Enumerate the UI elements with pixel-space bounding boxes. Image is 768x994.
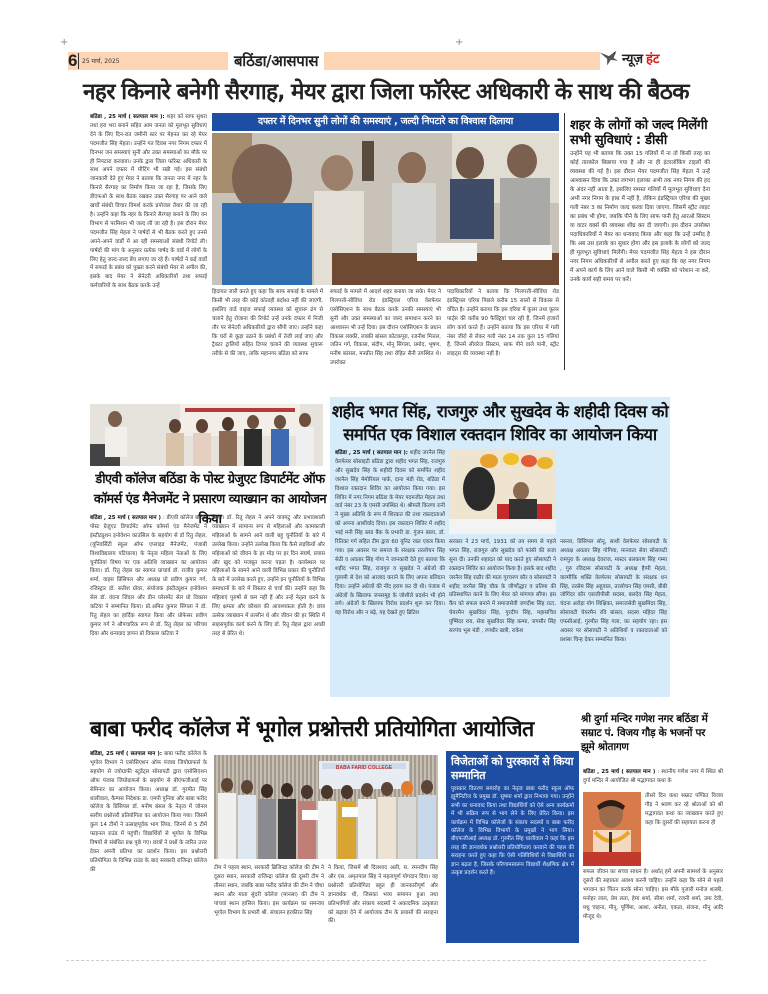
page-number-divider [78,53,79,69]
header-band-right [456,52,600,70]
baba-photo-banner-text: BABA FARID COLLEGE [335,765,393,771]
brand-logo [598,44,660,72]
dc-story-headline: शहर के लोगों को जल्द मिलेंगी सभी सुविधाएं : डीसी [570,118,708,148]
meeting-photo [212,133,559,285]
section-title: बठिंडा/आसपास [228,51,324,71]
dav-event-photo [90,404,323,466]
blood-dateline: बठिंडा , 25 मार्च ( सतपाल मान ): [335,450,408,456]
durga-bottom-text: सफल जीवन का सच्चा साधन है। अर्थात् हमें अपनी सामर्थ्य के अनुसार दूसरों की सहायता अवश्य करनी चाहिए। उन्होंने कहा कि सोने से पहले भगवान का चिंतन करके सोना चाहिए। इस मौके पुजारी मनोज शास्त्री, मनोहर लाल, प्रेम लता, हेमा शर्मा, सीमा शर्मा, रजनी शर्मा, उमा देवी, मधु चाहना, मीनू, पूर्णिमा, आशा, अनीता, एकता, संजना, मीनू आदि मौजूद थे। [583,869,723,920]
blood-column-3: नरूला, प्रिंसिपल सोनू, साथी वेलफेयर सोसायटी के अध्यक्ष अवतार सिंह गोगिया, मानवता सेवा सोसायटी रामपुरा के अध्यक्ष देवराज, मास्टर बलकरण सिंह गम्मा , गुरु रविदास सोसायटी के अध्यक्ष हैप्पी मेहता, वाल्मीकि शक्ति वेलफेयर सोसायटी के संरक्षक धन सिंह, तरसेम सिंह अहूवाल, तरलोचन सिंह एमसी, बीबी जोगिंदर कौर एसजीपीसी सदस्य, बलदेव सिंह मेहता, चंदना अरोड़ा योग शिक्षिका, समाजसेवी सुखमिंदर सिंह, सोसायटी चेयरमैन रवि बांसल, सदस्य महिंदर सिंह एफसीआई, गुरमीत सिंह गला, का सहयोग रहा। इस अवसर पर सोसायटी ने अतिथियों व रक्तदाताओं को प्रशंसा चिन्ह देकर सम्मानित किया। [560,539,667,643]
dav-story-headline: डीएवी कॉलेज बठिंडा के पोस्ट ग्रेजुएट डिपार्टमेंट ऑफ कॉमर्स एंड मैनेजमेंट ने प्रसारण व्याख्यान का आयोजन किया [93,472,327,527]
durga-intro-text: : स्थानीय गणेश नगर में स्थित श्री दुर्गा मन्दिर में आयोजित श्री मद्भागवत कथा के [583,769,723,784]
page-number: 6 [68,51,78,70]
winners-box [446,751,579,943]
story1-column-2: हिदायत जारी करते हुए कहा कि साफ सफाई के मामले में किसी भी तरह की कोई कोताही बर्दाश्त नहीं की जाएगी, इसलिए वार्ड वाइज सफाई व्यवस्था को सुचारू ढंग से चलाने हेतु रोजाना की रिपोर्ट उन्हें उनके दफ्तर में निजी तौर पर सेनेटरी अधिकारियों द्वारा सौंपी जाए। उन्होंने कहा कि घरों से कूड़ा उठाने के प्रबंधों में तेजी लाई जाए और ट्रैक्टर ट्रालियों सहित टिप्पर चलाने की व्यवस्था सुचारू तरीके से की जाए, ताकि महानगर बठिंडा को साफ [212,289,323,358]
kathavachak-photo-figure [583,792,641,866]
brand-name-part1: न्यूज़ [622,52,644,67]
story1-col1-text: शहर को साफ सुथरा तथा हरा भरा बनाने सहित आम जनता को मूलभूत सुविधाएं देने के लिए दिन-रात जमीनी स्तर पर मेहनत कर रहे मेयर पदमजीत सिंह मेहता। उन्होंने गत दिवस नगर निगम दफ्तर में दिनभर जन समस्याएं सुनीं और उक्त समस्याओं का मौके पर ही निपटारा करवाया। उनके द्वारा जिला फॉरेस्ट अधिकारी के साथ अपने दफ्तर में मीटिंग भी रखी गई। इस संबंधी जानकारी देते हुए मेयर ने बताया कि जनता नगर में नहर के किनारे सैरगाह का निर्माण किया जा रहा है, जिसके लिए डीएफओ के साथ बैठक रखकर उक्त सैरगाह पर आने वाले खर्चों संबंधी विचार विमर्श करके प्रपोजल तैयार की जा रही है। उन्होंने कहा कि नहर के किनारे सैरगाह बनाने के लिए वन विभाग से परमिशन भी जल्द ली जा रही है। इस दौरान मेयर पदमजीत सिंह मेहता ने पार्षदों से भी बैठक करते हुए उनसे अपने-अपने वार्डों में आ रही समस्याओं संबंधी रिपोर्ट ली। पार्षदों की मांग के अनुसार प्रत्येक पार्षद के वार्ड में लोगों के लिए हेतु जल्द-जल्द बेंच लगाए जा रहे हैं। पार्षदों ने कई वार्डों में सफाई के प्रबंध को पुख्ता करने संबंधी मेयर से अपील की, इसके बाद मेयर ने सेनेटरी अधिकारियों तथा सफाई कर्मचारियों के साथ बैठक करके उन्हें [90,114,207,290]
baba-farid-college-photo [214,755,438,859]
kathavachak-photo [583,792,641,866]
dav-photo-figures [90,404,323,466]
story1-column-3: सफाई के मामले में आदर्श शहर बनाया जा सके। मेयर ने गिलपत्ती-सीविंया रोड इंडस्ट्रियल एरिया वेलफेयर एसोसिएशन के साथ बैठक करके उनकी समस्याएं भी सुनीं और उक्त समस्याओं का जल्द समाधान करने का आश्वासन भी उन्हें दिया। इस दौरान एसोसिएशन के प्रधान विकास लक्की, लक्की बांसल कोटकपूरा, रजनीश मित्तल, जतिन गर्ग, विकास, संदीप, मोनू सिंगला, प्रमोद, भूषण, मनीष कांसल, मनप्रीत सिंह तथा रोहित सैनी उपस्थित थे। उपरोक्त [330,289,441,367]
blood-story-headline: शहीद भगत सिंह, राजगुरु और सुखदेव के शहीदी दिवस को समर्पित एक विशाल रक्तदान शिविर का आयोजन किया [331,402,669,444]
dav-column-2: किया। डॉ. रितु लेहल ने अपने वाक्पटु और प्रभावशाली व्याख्यान में सामान्य रूप से महिलाओं और कामकाजी महिलाओं के सामने आने वाली बहु चुनौतियों के बारे में उल्लेख किया। उन्होंने उल्लेख किया कि कैसे लड़कियों और महिलाओं को जीवन के हर मोड़ पर हर दिन संघर्ष, प्रयास और खुद को मजबूत करना पड़ता है। कार्यस्थल पर महिलाओं के सामने आने वाली विभिन्न प्रकार की चुनौतियों के बारे में उल्लेख करते हुए, उन्होंने इन चुनौतियों के विभिन्न समाधानों के बारे में विस्तार से चर्चा की। उन्होंने कहा कि महिलाएं पुरुषों से कम नहीं हैं और उन्हें नेतृत्व करने के लिए क्षमता और कौशल की आवश्यकता होती है। छात्र उत्सेक व्याख्यान में तल्लीन थे और जीवन की हर स्थिति में साहसपूर्वक कार्य करने के लिए डॉ. रितु लेहल द्वारा अच्छी तरह से प्रेरित थे। [212,515,325,637]
brand-name-part2: हंट [646,52,660,67]
lead-headline: नहर किनारे बनेगी सैरगाह, मेयर द्वारा जिला फॉरेस्ट अधिकारी के साथ की बैठक [83,79,689,105]
durga-side-text: तीसरे दिन कथा सम्राट पण्डित विजय गौड़ ने श्रवण कर रहे श्रोताओं को श्री मद्भागवत कथा का व्याख्यान करते हुए कहा कि दूसरों की सहायता करना ही [645,793,723,826]
story1-banner: दफ्तर में दिनभर सुनी लोगों की समस्याएं , जल्दी निपटारे का विश्वास दिलाया [212,113,559,131]
eagle-logo-icon [598,47,620,69]
durga-intro [583,768,723,788]
winners-body: पुरस्कार वितरण समारोह का नेतृत्व बाबा फरीद स्कूल ऑफ ह्यूमैनिटीज के प्रमुख डॉ. सुषमा शर्मा द्वारा निभाया गया। उन्होंने सभी का धन्यवाद किया तथा विद्यार्थियों को ऐसे अन्य कार्यक्रमों में भी सक्रिय रूप से भाग लेने के लिए प्रेरित किया। इस कार्यक्रम में विभिन्न कॉलेजों के संकाय सदस्यों व बाबा फरीद कॉलेज के विभिन्न विभागों के प्रमुखों ने भाग लिया। बीएफजीआई अध्यक्ष डॉ. गुरमीत सिंह धालीवाल ने कहा कि इस तरह की ज्ञानवर्धक प्रश्नोत्तरी प्रतियोगिताएं करवाने की पहल की सराहना करते हुए कहा कि ऐसी गतिविधियों से विद्यार्थियों का ज्ञान बढ़ता है, जिसके परिणामस्वरूप विद्यार्थी शैक्षणिक क्षेत्र में उत्कृष्ट प्रदर्शन करते हैं। [451,786,574,877]
story1-column-4: पदाधिकारियों ने बताया कि गिलपत्ती-सीविंया रोड इंडस्ट्रियल एरिया पिछले करीब 15 सालों से विकास से वंचित है। उन्होंने बताया कि इस एरिया में कूलर तथा कूलर पार्ट्स की करीब 90 फैक्ट्रियां चल रही हैं, जिनमें हजारों लोग कार्य करते हैं। उन्होंने बताया कि इस एरिया में गली नंबर जीरो से लेकर गली नंबर 14 तक कुल 15 गलियां हैं, जिनमें सीवरेज सिस्टम, साफ पीने वाले पानी, स्ट्रीट लाइट्स की व्यवस्था नहीं है। [447,289,559,358]
dav-dateline: बठिंडा , 25 मार्च ( सतपाल मान ) [90,515,161,521]
story1-dateline: बठिंडा , 25 मार्च ( सतपाल मान ): [90,114,165,120]
meeting-photo-figures [212,133,559,285]
baba-column-2: टीम ने पहला स्थान, सरकारी ब्रिजिन्द्रा कॉलेज की टीम ने दूसरा स्थान, सरकारी राजिन्द्रा कॉलेज की दूसरी टीम ने तीसरा स्थान, जबकि बाबा फरीद कॉलेज की टीम ने चौथा स्थान और माता सुंदरी कॉलेज (मानसा) की टीम ने पांचवां स्थान हासिल किया। इस कार्यक्रम का समन्वय भूगोल विभाग के प्रभारी श्री. संचालन हरकीरत सिंह [214,865,324,916]
durga-story-headline: श्री दुर्गा मन्दिर गणेश नगर बठिंडा में सम्राट पं. विजय गौड़ के भजनों पर झूमे श्रोतागण [581,713,708,753]
baba-column-1 [90,750,207,955]
blood-col1-text: शहीद जरनैल सिंह वेलफेयर सोसाइटी बठिंडा द्वारा शहीद भगत सिंह, राजगुरु और सुखदेव सिंह के शहीदी दिवस को समर्पित शहीद जरनैल सिंह मेमोरियल पार्क, दाना मंडी रोड, बठिंडा में विशाल रक्तदान शिविर का आयोजन किया गया। इस शिविर में नगर निगम बठिंडा के मेयर पदमजीत मेहता तथा वार्ड नंबर 23 के एमसी उपस्थित थे। श्रीमती किरणा रानी ने मुख्य अतिथि के रूप में शिरकत की तथा रक्तदाताओं को अपना आशीर्वाद दिया। इस रक्तदान शिविर में शहीद भाई मनी सिंह ब्लड बैंक के प्रभारी डा. गुंजन बाला, डॉ. रितिका गर्ग सहित टीम द्वारा 60 यूनिट रक्त एकत्र किया गया। इस अवसर पर समाज के संरक्षक तरलोचन सिंह सेठी व अवतार सिंह गोगा ने जानकारी देते हुए बताया कि शहीद भगत सिंह, राजगुरु व सुखदेव ने अंग्रेजों की गुलामी से देश को आजाद कराने के लिए अपना बलिदान दिया। उन्होंने अंग्रेजों की नींद हराम कर दी थी। पंजाब में अंग्रेजों के खिलाफ जनसमूह के जोशीले प्रदर्शन भी होने लगे। अंग्रेजों के खिलाफ विरोध प्रदर्शन शुरू कर दिया। यह विरोध और न बढ़े, यह देखते हुए ब्रिटिश [335,450,445,617]
crop-mark-left: + [60,37,69,48]
column-divider [564,113,565,370]
dav-col1-text: : डीएवी कॉलेज बठिंडा पोस्ट ग्रेजुएट डिपार्टमेंट ऑफ कॉमर्स एंड मैनेजमेंट ने इंस्टीट्यूशन इनोवेशन काउंसिल के सहयोग से डॉ रितु लेहल, (यूनिवर्सिटी स्कूल ऑफ एप्लाइड मैनेजमेंट, पंजाबी विश्वविद्यालय पटियाला) के नेतृत्व महिला नेताओं के लिए चुनौतियां विषय पर एक अतिथि व्याख्यान का आयोजन किया। डॉ. रितु लेहल का स्वागत प्राचार्य डॉ. राजीव कुमार शर्मा, वाइस प्रिंसिपल और अध्यक्ष प्रो प्रवीण कुमार गर्ग, रजिस्ट्रार डॉ. सतीश ग्रोवर, संयोजक इंस्टीट्यूशन इनोवेशन सेल डॉ. वंदना जिंदल और डीन प्लेसमेंट सेल प्रो विकास कटिया ने सम्मानित किया। प्रो.अमित कुमार सिंगला ने डॉ. रितु लेहल का हार्दिक स्वागत किया और प्रोफेसर प्रवीण कुमार गर्ग ने औपचारिक रूप से डॉ. रितु लेहल का परिचय दिया और धन्यवाद ज्ञापन प्रो विकास कटिया ने [90,515,207,637]
durga-dateline: बठिंडा , 25 मार्च ( सतपाल मान ) [583,769,656,775]
page-bottom-rule [66,960,706,961]
baba-photo-figures [214,755,438,859]
crop-mark-right: + [455,37,464,48]
blood-column-1 [335,449,445,691]
blood-column-2: सरकार ने 23 मार्च, 1931 को तय समय से पहले भगत सिंह, राजगुरु और सुखदेव को फांसी की सजा सुना दी। उनकी शहादत को याद करते हुए सोसायटी ने रक्तदान शिविर का आयोजन किया है। इसके बाद शहीद जरनैल सिंह राठौर की माता गुरचरण कौर व सोसायटी ने शहीद जरनैल सिंह चौक के जीर्णोद्धार व प्रतिमा की प्रतिस्थापित करने के लिए मेयर को मांगपत्र सौंपा। इस कैंप को सफल बनाने में समाजसेवी जगदीश सिंह राटा, चेयरमैन सुखविंदर सिंह, गुरदीप सिंह, महासचिव पुष्पिंदर राय, सेवा सुखविंदर सिंह कम्मा, जगसीर सिंह सरपंच भूस मंडी , रणधीर खत्री, राकेश [449,539,556,635]
blood-photo-figures [449,449,556,534]
blood-donation-photo [449,449,556,534]
baba-col1-text: बाबा फरीद कॉलेज के भूगोल विभाग ने एसोसिएशन ऑफ पंजाब जियोग्राफर्स के सहयोग से ज्योग्राफी स्टूडेंट्स सोसायटी द्वारा एसोसिएशन ऑफ पंजाब जियोग्राफर्स के सहयोग से बीएफजीआई पर सेमिनार का आयोजन किया। अध्यक्ष डॉ. गुरमीत सिंह धालीवाल, कैम्पस निदेशक डा. एमपी पुनिया और बाबा फरीद कॉलेज के प्रिंसिपल डॉ. मनीष बंसल के नेतृत्व में जोनल स्तरीय प्रश्नोत्तरी प्रतियोगिता का आयोजन किया गया। जिसमें कुल 14 टीमों ने उत्साहपूर्वक भाग लिया, जिनमें से 5 टीमें फाइनल राउंड में पहुंचीं। विद्यार्थियों से भूगोल के विभिन्न विषयों से संबंधित प्रश्न पूछे गए। छात्रों ने प्रश्नों के त्वरित उत्तर देकर अपनी प्रतिभा का प्रदर्शन किया। इस प्रश्नोत्तरी प्रतियोगिता के विभिन्न राउंड के बाद सरकारी राजिन्द्रा कॉलेज की [90,751,207,873]
story1-column-1 [90,113,207,398]
winners-headline: विजेताओं को पुरस्कारों से किया सम्मानित [451,755,574,782]
dav-column-1 [90,514,207,692]
baba-story-headline: बाबा फरीद कॉलेज में भूगोल प्रश्नोत्तरी प्रतियोगिता आयोजित [90,717,534,742]
baba-dateline: बठिंडा, 25 मार्च ( सतपाल मान ): [90,751,163,757]
dc-story-body: उन्होंने यह भी बताया कि उक्त 15 गलियों में ना तो किसी तरह का कोई तारकोल बिछाया गया है और ना ही इंटरलॉकिंग टाइलों की व्यवस्था की गई है। इस दौरान मेयर पदमजीत सिंह मेहता ने उन्हें आश्वासन दिया कि उक्त लगभग इलाका अभी तक नगर निगम की हद के अंदर नहीं आता है, इसलिए समस्त गलियों में मूलभूत सुविधाएं देना अभी नगर निगम के हाथ में नहीं है, लेकिन इंडस्ट्रियल एरिया की मुख्य गली नंबर 3 का निर्माण जल्द करवा दिया जाएगा, जिसमें स्ट्रीट लाइट का प्रबंध भी होगा, जबकि पीने के लिए साफ पानी हेतु आरओ सिस्टम या वाटर वर्क्स की व्यवस्था शीघ्र कर दी जाएगी। इस दौरान उपरोक्त पदाधिकारियों ने मेयर का धन्यवाद किया और कहा कि उन्हें उम्मीद है कि अब उस इलाके का सुधार होगा और इस इलाके के लोगों को जल्द ही मूलभूत सुविधाएं मिलेंगी। मेयर पदमजीत सिंह मेहता ने इस दौरान नगर निगम अधिकारियों से अपील करते हुए कहा कि वह नगर निगम में अपने कार्य के लिए आने वाले किसी भी व्यक्ति को परेशान ना करें, उनके कार्य सही समय पर करें। [570,151,710,283]
baba-column-3: ने किया, जिसमें श्री दिलशाद अली, स. रमनदीप सिंह और एस. अमृतपाल सिंह ने महत्वपूर्ण योगदान दिया। यह प्रश्नोत्तरी प्रतियोगिता बहुत ही जानकारीपूर्ण और ज्ञानवर्धक थी, जिसका भव्य समापन हुआ तथा प्रतिभागियों और संकाय सदस्यों ने अकादमिक उत्कृष्टता को बढ़ावा देने में आयोजक टीम के प्रयासों की सराहना की। [328,865,438,925]
issue-date: 25 मार्च, 2025 [82,58,120,65]
